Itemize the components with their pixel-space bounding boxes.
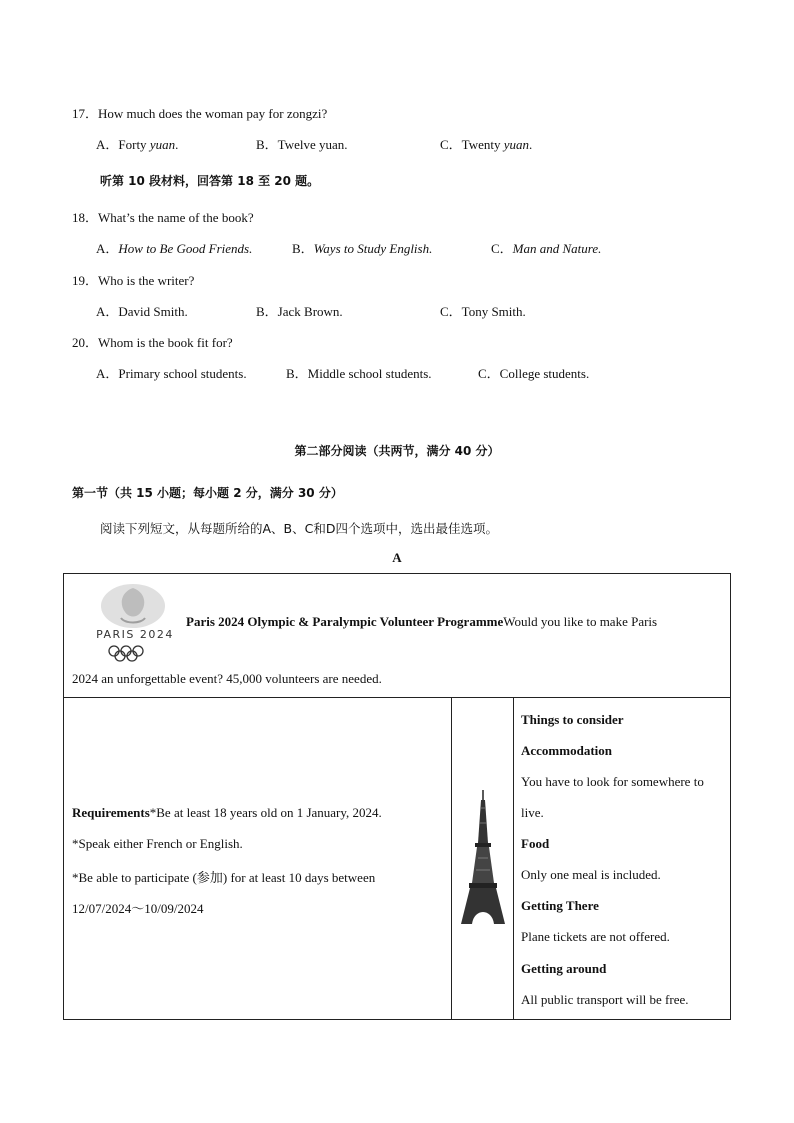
getting-there-title: Getting There [521,898,599,913]
requirements-line1: Requirements*Be at least 18 years old on 1 January, 2024. [72,805,382,820]
accommodation-line1: You have to look for somewhere to [521,774,704,789]
question-18-option-a: A．How to Be Good Friends. [96,241,253,256]
question-19-option-c: C．Tony Smith. [440,304,526,319]
eiffel-tower-icon [458,788,508,928]
question-17-option-b: B．Twelve yuan. [256,137,348,152]
question-19-option-a: A．David Smith. [96,304,188,319]
question-17-stem: 17．How much does the woman pay for zongzi? [72,106,328,121]
reading-part-title: 第二部分阅读（共两节，满分 40 分） [294,444,500,458]
food-text: Only one meal is included. [521,867,661,882]
question-18-option-b: B．Ways to Study English. [292,241,433,256]
requirements-line4: 12/07/2024～10/09/2024 [72,901,204,916]
reading-section-title: 第一节（共 15 小题；每小题 2 分，满分 30 分） [72,486,343,500]
food-title: Food [521,836,550,851]
considerations-cell [514,698,731,1020]
question-19-option-b: B．Jack Brown. [256,304,343,319]
getting-around-text: All public transport will be free. [521,992,689,1007]
listening-section-instruction: 听第 10 段材料，回答第 18 至 20 题。 [100,174,320,188]
requirements-line2: *Speak either French or English. [72,836,243,851]
question-20-option-c: C．College students. [478,366,590,381]
accommodation-title: Accommodation [521,743,612,758]
ad-headline: Paris 2024 Olympic & Paralympic Volunteer ProgrammeWould you like to make Paris [186,614,658,629]
ad-headline-line2: 2024 an unforgettable event? 45,000 volunteers are needed. [72,671,382,686]
getting-there-text: Plane tickets are not offered. [521,929,670,944]
question-18-stem: 18．What’s the name of the book? [72,210,254,225]
accommodation-line2: live. [521,805,544,820]
tower-cell [452,698,514,1020]
question-17-option-c: C．Twenty yuan. [440,137,533,152]
question-20-option-a: A．Primary school students. [96,366,247,381]
question-20-stem: 20．Whom is the book fit for? [72,335,233,350]
things-title: Things to consider [521,712,624,727]
volunteer-ad-table [63,573,731,1020]
requirements-cell [64,698,452,1020]
ad-header-cell [64,574,731,698]
question-18-option-c: C．Man and Nature. [491,241,602,256]
paris-2024-olympic-logo-icon [81,582,189,662]
question-19-stem: 19．Who is the writer? [72,273,195,288]
question-17-option-a: A．Forty yuan. [96,137,179,152]
question-20-option-b: B．Middle school students. [286,366,432,381]
passage-label: A [392,550,402,565]
logo-text: PARIS 2024 [96,628,174,641]
paris-2024-logo [81,582,189,662]
reading-instruction: 阅读下列短文，从每题所给的A、B、C和D四个选项中，选出最佳选项。 [100,521,498,536]
requirements-line3: *Be able to participate (参加) for at least 10 days between [72,870,376,885]
getting-around-title: Getting around [521,961,607,976]
